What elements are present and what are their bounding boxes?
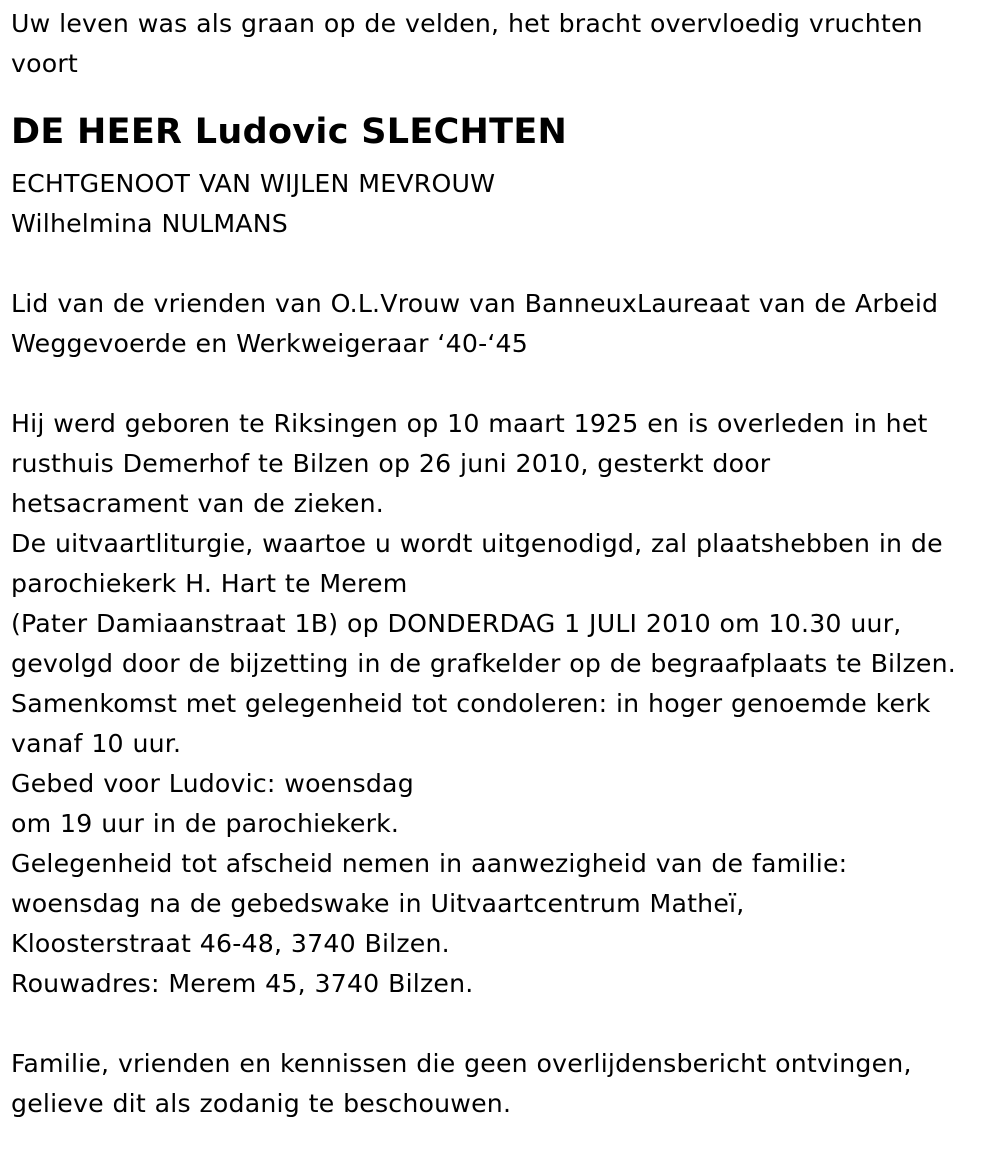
details-line: (Pater Damiaanstraat 1B) op DONDERDAG 1 JULI 2010 om 10.30 uur,: [11, 609, 902, 638]
details-line: De uitvaartliturgie, waartoe u wordt uitgenodigd, zal plaatshebben in de: [11, 529, 943, 558]
details-line: Rouwadres: Merem 45, 3740 Bilzen.: [11, 969, 474, 998]
details-line: woensdag na de gebedswake in Uitvaartcentrum Matheï,: [11, 889, 745, 918]
details-line: parochiekerk H. Hart te Merem: [11, 569, 408, 598]
memberships-line-1: Lid van de vrienden van O.L.Vrouw van BanneuxLaureaat van de Arbeid: [11, 289, 939, 318]
deceased-name: DE HEER Ludovic SLECHTEN: [11, 112, 568, 152]
obituary-notice: [11, 4, 996, 1124]
closing-line-2: gelieve dit als zodanig te beschouwen.: [11, 1089, 512, 1118]
spacer: [11, 1004, 996, 1044]
details-line: Samenkomst met gelegenheid tot condoleren: in hoger genoemde kerk: [11, 689, 931, 718]
details-line: vanaf 10 uur.: [11, 729, 182, 758]
spacer: [11, 364, 996, 404]
relation-line-2: Wilhelmina NULMANS: [11, 209, 288, 238]
details-line: Gebed voor Ludovic: woensdag: [11, 769, 414, 798]
motto-line-2: voort: [11, 49, 78, 78]
details-line: Hij werd geboren te Riksingen op 10 maart 1925 en is overleden in het: [11, 409, 928, 438]
details-line: hetsacrament van de zieken.: [11, 489, 384, 518]
details-line: gevolgd door de bijzetting in de grafkelder op de begraafplaats te Bilzen.: [11, 649, 956, 678]
motto-line-1: Uw leven was als graan op de velden, het bracht overvloedig vruchten: [11, 9, 923, 38]
details-line: Gelegenheid tot afscheid nemen in aanwezigheid van de familie:: [11, 849, 848, 878]
details-line: rusthuis Demerhof te Bilzen op 26 juni 2010, gesterkt door: [11, 449, 771, 478]
memberships-line-2: Weggevoerde en Werkweigeraar ‘40-‘45: [11, 329, 529, 358]
relation-line-1: ECHTGENOOT VAN WIJLEN MEVROUW: [11, 169, 496, 198]
details-line: om 19 uur in de parochiekerk.: [11, 809, 400, 838]
details-line: Kloosterstraat 46-48, 3740 Bilzen.: [11, 929, 450, 958]
closing-line-1: Familie, vrienden en kennissen die geen overlijdensbericht ontvingen,: [11, 1049, 912, 1078]
spacer: [11, 244, 996, 284]
